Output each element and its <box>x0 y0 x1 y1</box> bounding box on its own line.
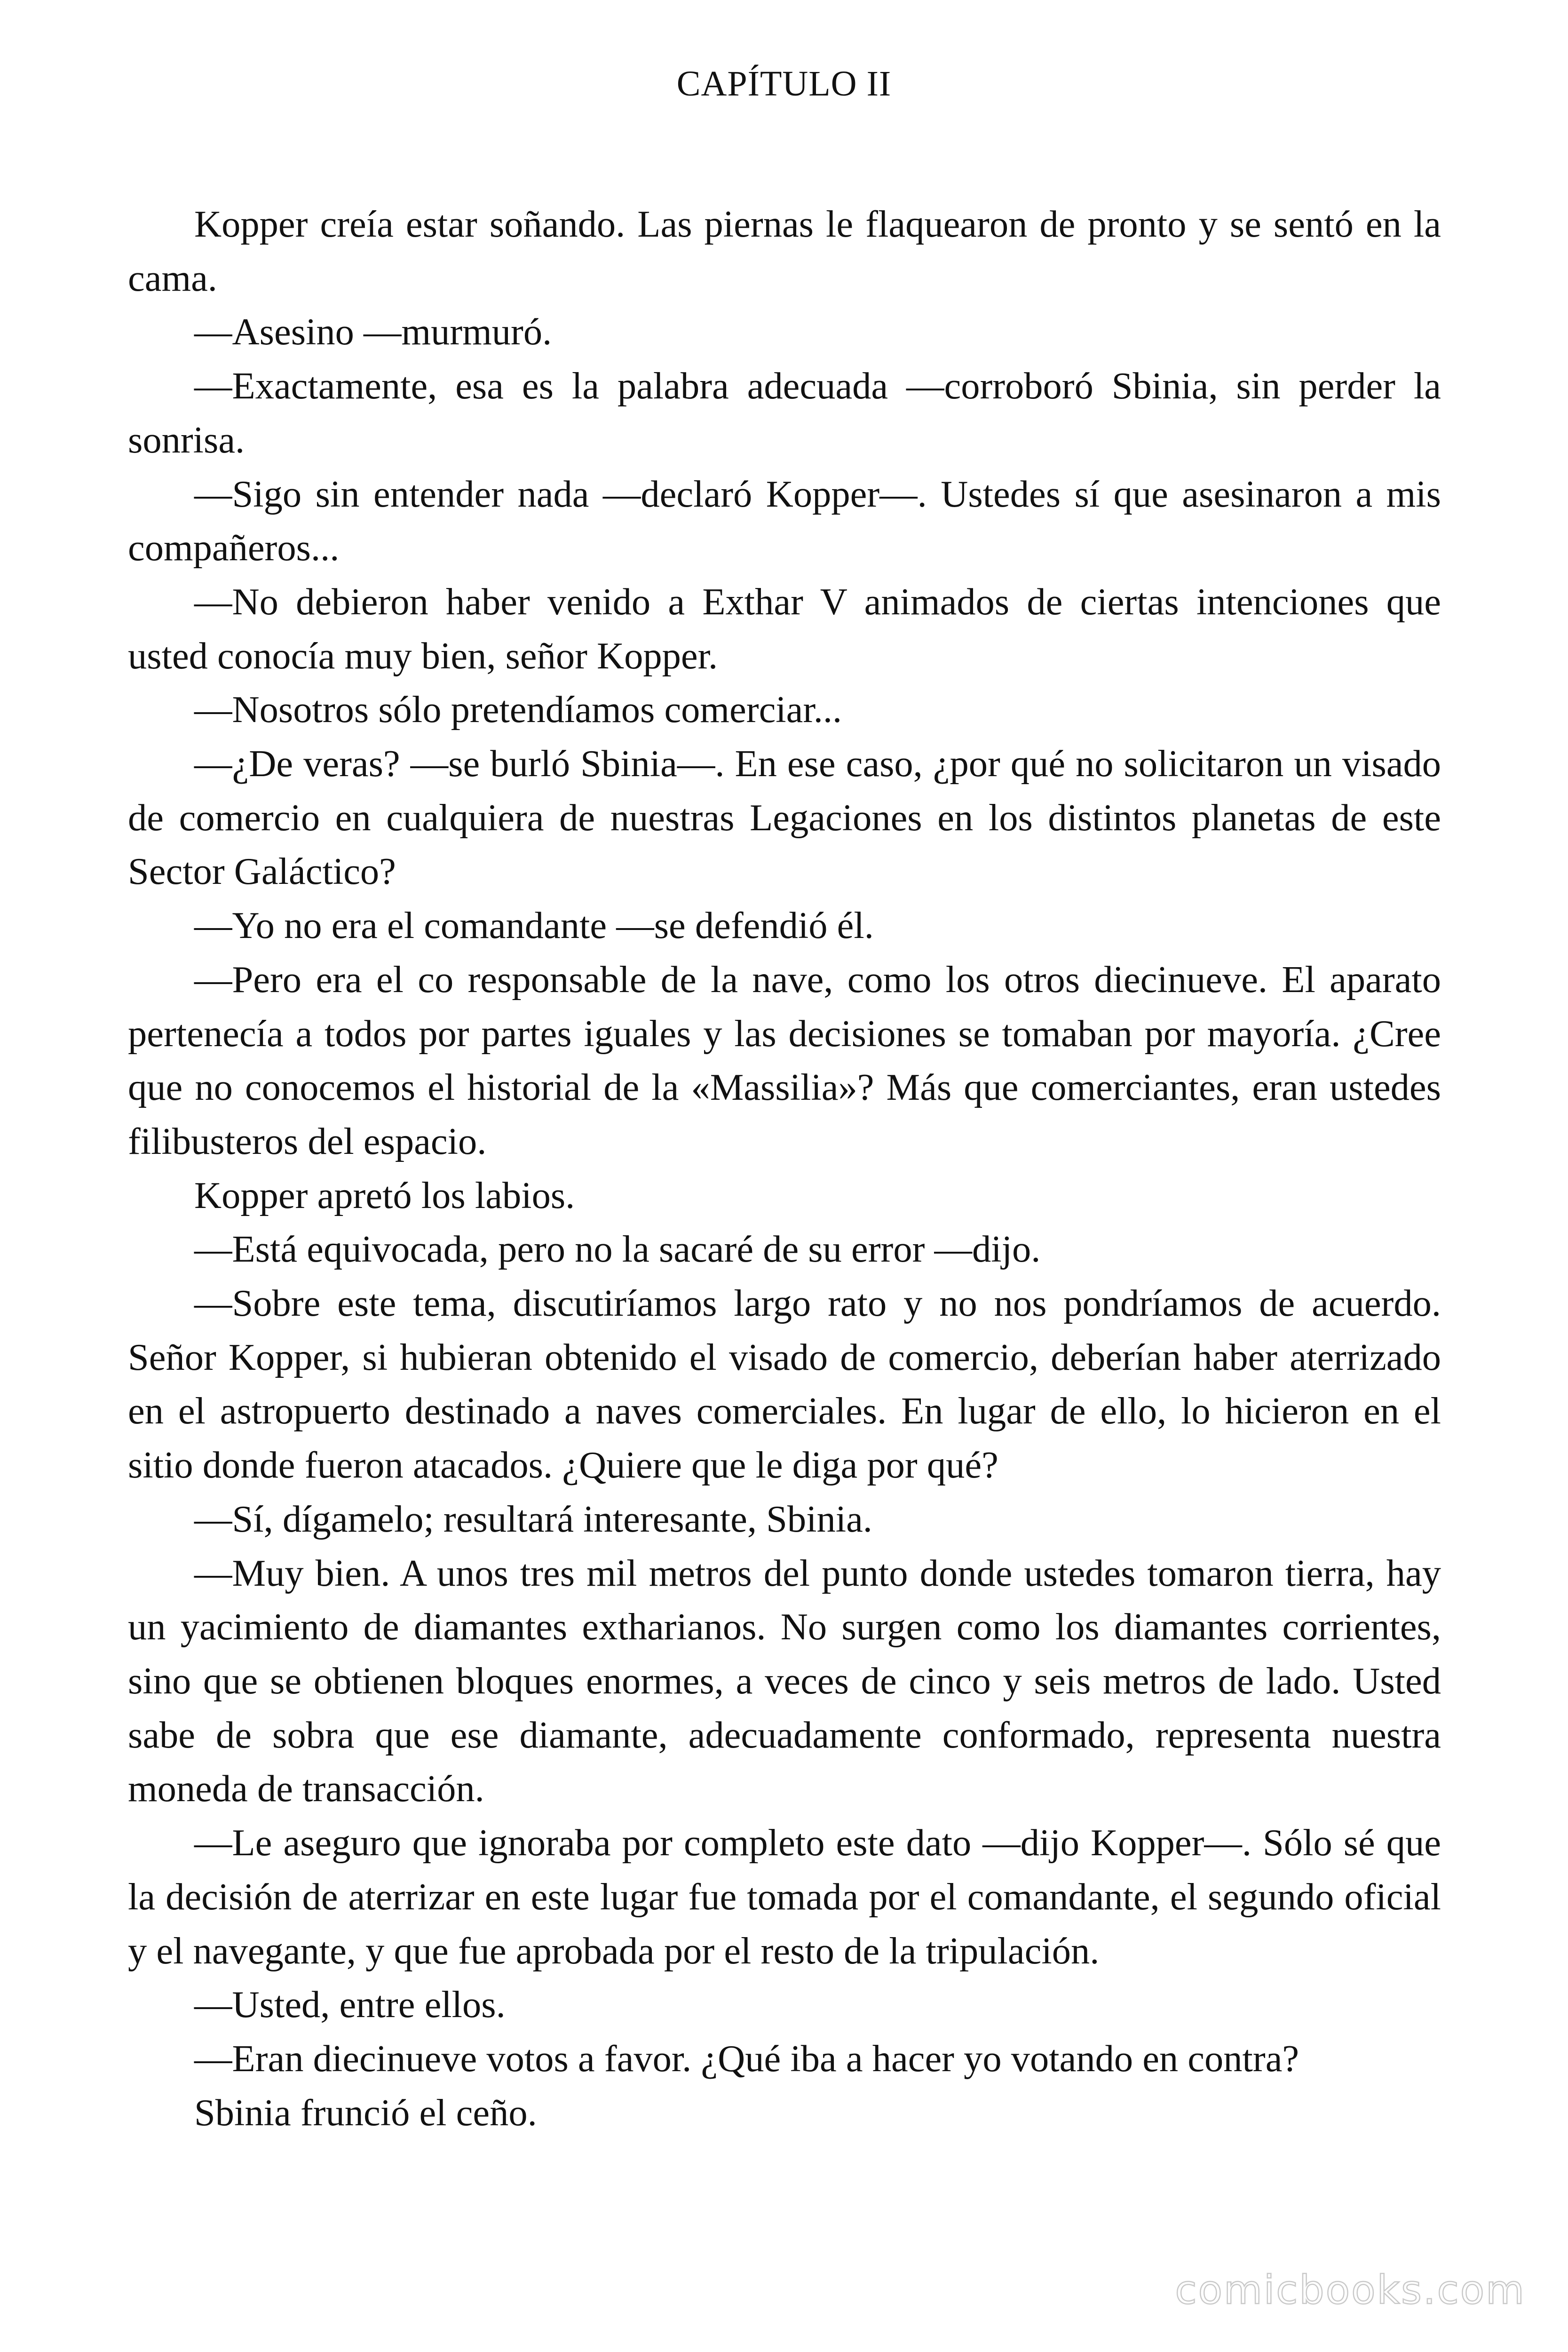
paragraph: —Está equivocada, pero no la sacaré de su error —dijo. <box>194 1228 1041 1271</box>
watermark: comicbooks.com <box>1175 2267 1526 2313</box>
paragraph: —Yo no era el comandante —se defendió él. <box>194 905 874 947</box>
paragraph: —No debieron haber venido a Exthar V animados de ciertas intenciones que usted conocía muy bien, señor Kopper. <box>128 580 1441 677</box>
paragraph: —Pero era el co responsable de la nave, como los otros diecinueve. El aparato pertenecía a todos por partes iguales y las decisiones se tomaban por mayoría. ¿Cree que no conocemos el historial de la «Massilia»? Más que comerciantes, eran ustedes filibusteros del espacio. <box>128 958 1441 1162</box>
paragraph: —Asesino —murmuró. <box>194 311 552 353</box>
paragraph: —Sí, dígamelo; resultará interesante, Sbinia. <box>194 1498 872 1540</box>
paragraph: —Muy bien. A unos tres mil metros del punto donde ustedes tomaron tierra, hay un yacimiento de diamantes extharianos. No surgen como los diamantes corrientes, sino que se obtienen bloques enormes, a veces de cinco y seis metros de lado. Usted sabe de sobra que ese diamante, adecuadamente conformado, representa nuestra moneda de transacción. <box>128 1552 1441 1810</box>
paragraph: —Exactamente, esa es la palabra adecuada —corroboró Sbinia, sin perder la sonrisa. <box>128 365 1441 461</box>
paragraph: —¿De veras? —se burló Sbinia—. En ese caso, ¿por qué no solicitaron un visado de comercio en cualquiera de nuestras Legaciones en los distintos planetas de este Sector Galáctico? <box>128 743 1441 893</box>
paragraph: Kopper creía estar soñando. Las piernas le flaquearon de pronto y se sentó en la cama. <box>128 203 1441 299</box>
paragraph: Sbinia frunció el ceño. <box>194 2091 537 2134</box>
chapter-body <box>128 198 1441 2140</box>
chapter-title: CAPÍTULO II <box>676 64 892 103</box>
paragraph: —Nosotros sólo pretendíamos comerciar... <box>194 689 842 731</box>
paragraph: —Sobre este tema, discutiríamos largo rato y no nos pondríamos de acuerdo. Señor Kopper, si hubieran obtenido el visado de comercio, deberían haber aterrizado en el astropuerto destinado a naves comerciales. En lugar de ello, lo hicieron en el sitio donde fueron atacados. ¿Quiere que le diga por qué? <box>128 1282 1441 1486</box>
paragraph: —Sigo sin entender nada —declaró Kopper—. Ustedes sí que asesinaron a mis compañeros... <box>128 473 1441 569</box>
paragraph: —Le aseguro que ignoraba por completo este dato —dijo Kopper—. Sólo sé que la decisión de aterrizar en este lugar fue tomada por el comandante, el segundo oficial y el navegante, y que fue aprobada por el resto de la tripulación. <box>128 1822 1441 1972</box>
paragraph: Kopper apretó los labios. <box>194 1174 575 1216</box>
paragraph: —Eran diecinueve votos a favor. ¿Qué iba a hacer yo votando en contra? <box>194 2037 1299 2080</box>
paragraph: —Usted, entre ellos. <box>194 1984 506 2026</box>
